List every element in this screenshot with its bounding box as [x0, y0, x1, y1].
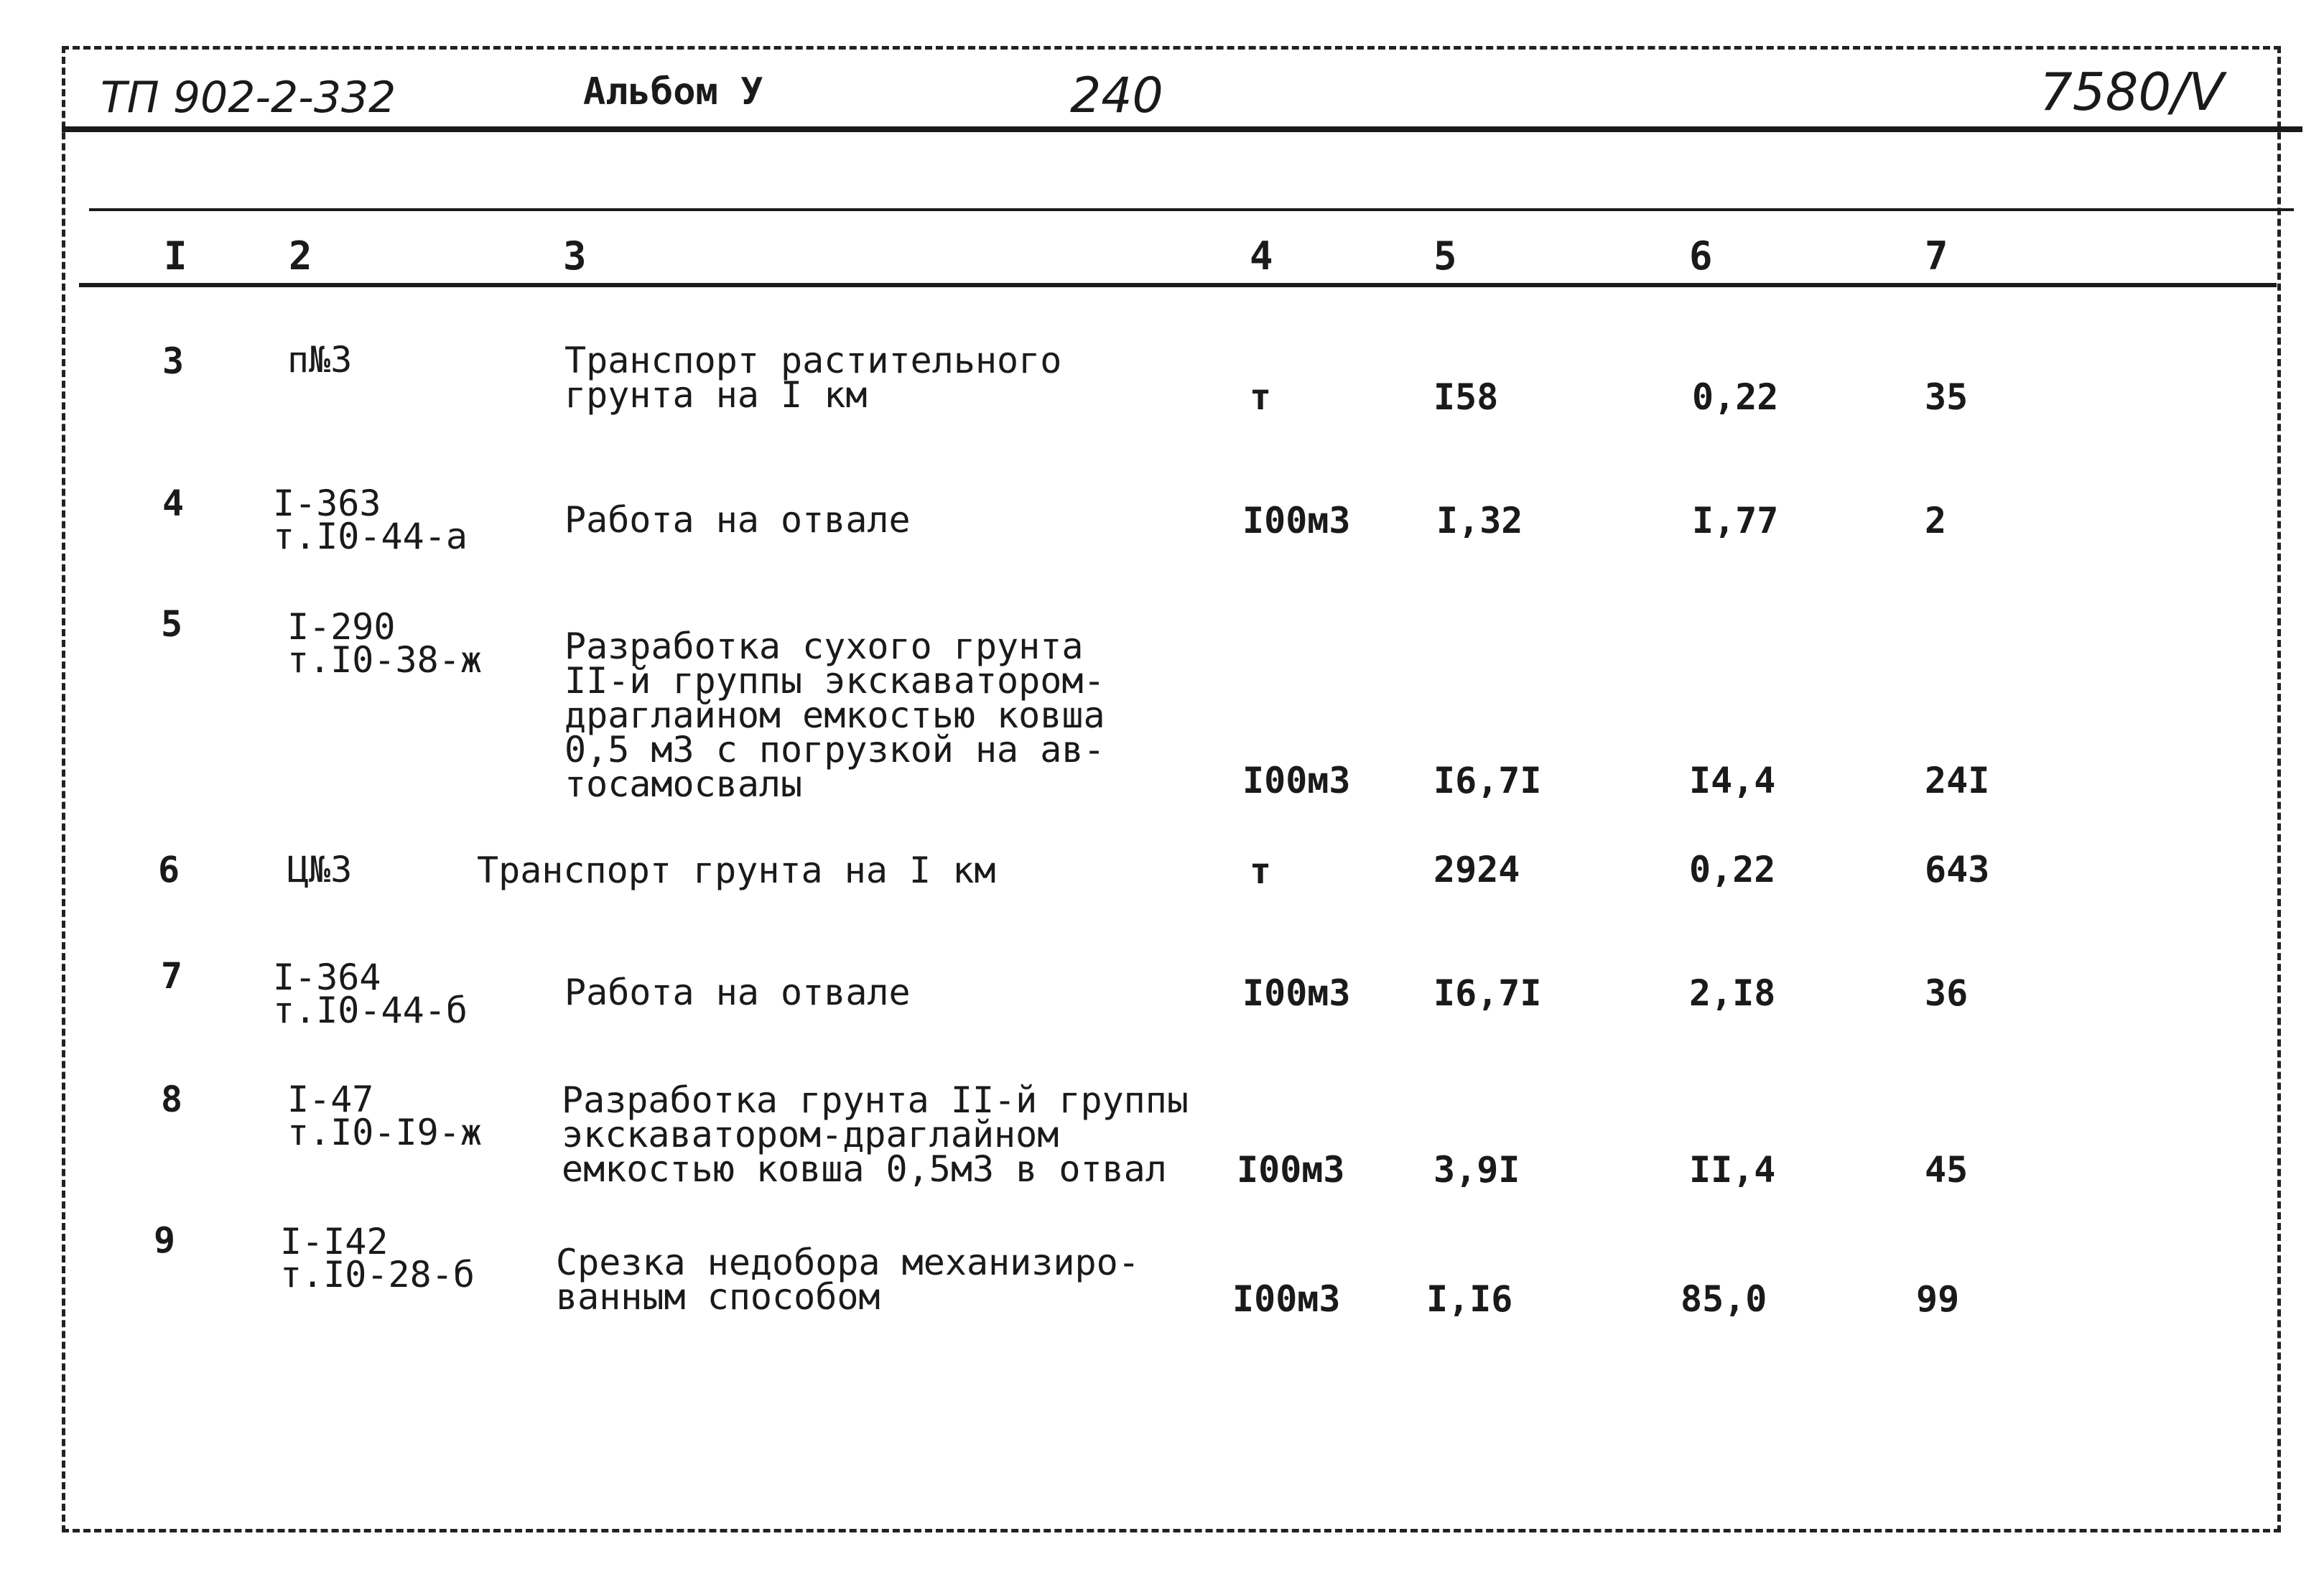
table-row-cell-code: I-47 т.I0-I9-ж: [287, 1079, 482, 1153]
table-row-cell-sum: 36: [1925, 972, 1969, 1014]
table-row-cell-sum: 2: [1925, 500, 1947, 541]
table-row-cell-code: I-364 т.I0-44-б: [273, 957, 468, 1031]
table-row-cell-unit: т: [1250, 376, 1272, 418]
table-row-cell-sum: 35: [1925, 376, 1969, 418]
table-row-cell-code: I-I42 т.I0-28-б: [280, 1221, 475, 1295]
table-row-cell-desc: Разработка грунта II-й группы экскаватором-драглайном емкостью ковша 0,5м3 в отвал: [562, 1079, 1189, 1190]
table-row-cell-qty: I6,7I: [1433, 972, 1542, 1014]
column-header-5: 5: [1433, 233, 1457, 279]
table-top-rule: [89, 208, 2294, 211]
table-row-cell-n: 6: [158, 849, 180, 890]
column-header-3: 3: [563, 233, 587, 279]
table-row-cell-code: Ц№3: [287, 849, 353, 890]
table-row-cell-sum: 24I: [1925, 760, 1990, 801]
table-row-cell-price: II,4: [1689, 1149, 1776, 1191]
table-row-cell-price: 0,22: [1692, 376, 1779, 418]
table-row-cell-n: 5: [161, 603, 183, 645]
column-header-rule: [79, 283, 2277, 287]
table-row-cell-n: 3: [162, 340, 185, 382]
column-header-4: 4: [1250, 233, 1273, 279]
table-row-cell-code: п№3: [287, 339, 353, 381]
table-row-cell-price: I4,4: [1689, 760, 1776, 801]
table-row-cell-unit: I00м3: [1242, 972, 1351, 1014]
table-row-cell-n: 9: [154, 1219, 176, 1261]
column-header-1: I: [164, 233, 187, 279]
page-number: 240: [1070, 68, 1163, 124]
table-row-cell-price: 85,0: [1681, 1278, 1767, 1320]
table-row-cell-unit: I00м3: [1242, 760, 1351, 801]
document-number: 7580/V: [2040, 62, 2224, 122]
table-row-cell-qty: I58: [1433, 376, 1499, 418]
column-header-2: 2: [289, 233, 312, 279]
table-row-cell-sum: 643: [1925, 849, 1990, 890]
table-row-cell-n: 8: [161, 1079, 183, 1120]
table-row-cell-desc: Работа на отвале: [564, 972, 911, 1013]
header-rule: [62, 126, 2302, 132]
table-row-cell-desc: Работа на отвале: [564, 499, 911, 541]
album-label: Альбом У: [583, 70, 763, 113]
table-row-cell-desc: Транспорт грунта на I км: [477, 850, 996, 891]
document-code: ТП 902-2-332: [101, 73, 396, 123]
table-row-cell-sum: 99: [1916, 1278, 1960, 1320]
table-row-cell-price: 2,I8: [1689, 972, 1776, 1014]
table-row-cell-qty: 2924: [1433, 849, 1520, 890]
table-row-cell-n: 4: [162, 483, 185, 524]
table-row-cell-unit: I00м3: [1237, 1149, 1345, 1191]
table-row-cell-code: I-363 т.I0-44-а: [273, 483, 468, 557]
table-row-cell-desc: Транспорт растительного грунта на I км: [564, 340, 1062, 416]
table-row-cell-code: I-290 т.I0-38-ж: [287, 606, 482, 681]
table-row-cell-qty: I,I6: [1426, 1278, 1513, 1320]
table-row-cell-unit: т: [1250, 850, 1272, 892]
table-row-cell-price: 0,22: [1689, 849, 1776, 890]
column-header-6: 6: [1689, 233, 1713, 279]
column-header-7: 7: [1925, 233, 1948, 279]
table-row-cell-unit: I00м3: [1232, 1278, 1341, 1320]
table-row-cell-n: 7: [161, 955, 183, 997]
table-row-cell-sum: 45: [1925, 1149, 1969, 1191]
table-row-cell-qty: 3,9I: [1433, 1149, 1520, 1191]
table-row-cell-qty: I,32: [1436, 500, 1523, 541]
table-row-cell-price: I,77: [1692, 500, 1779, 541]
table-row-cell-qty: I6,7I: [1433, 760, 1542, 801]
table-row-cell-unit: I00м3: [1242, 500, 1351, 541]
table-row-cell-desc: Разработка сухого грунта II-й группы экскаватором- драглайном емкостью ковша 0,5 м3 с погрузкой на ав- тосамосвалы: [564, 625, 1105, 805]
table-row-cell-desc: Срезка недобора механизиро- ванным способом: [556, 1242, 1140, 1318]
